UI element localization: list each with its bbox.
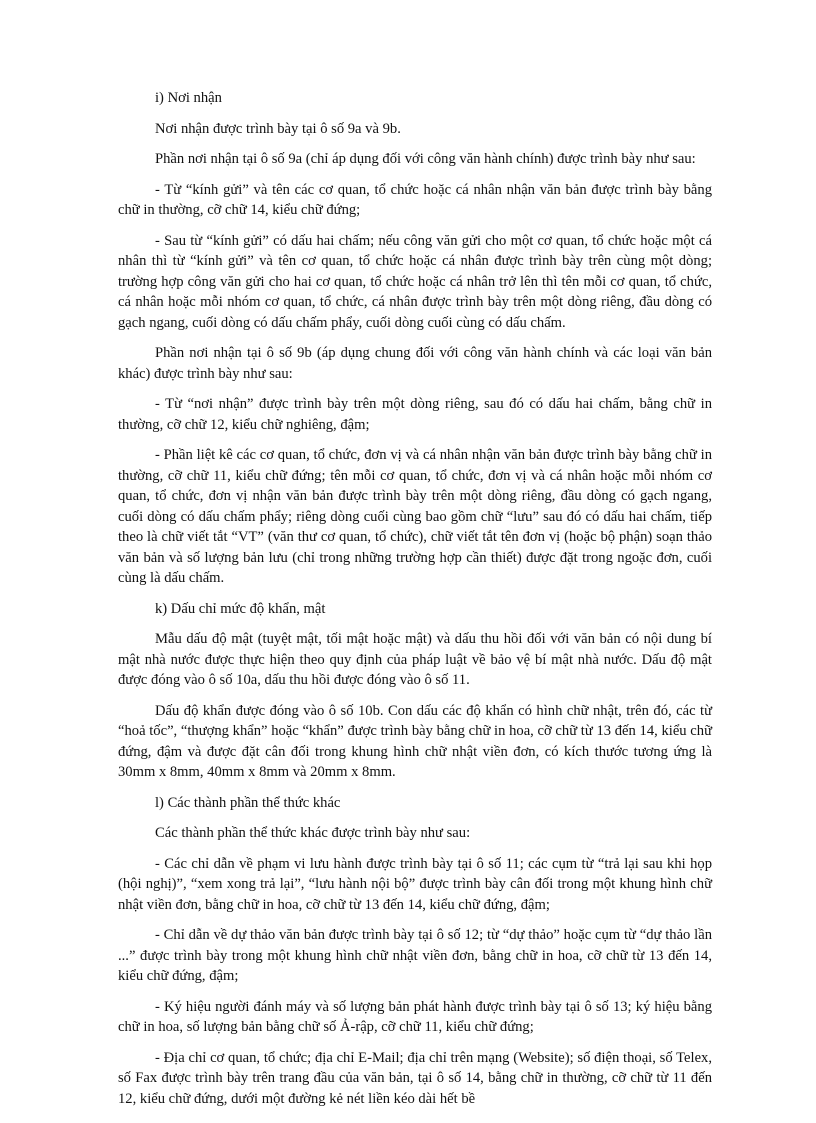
paragraph: - Địa chỉ cơ quan, tổ chức; địa chỉ E-Mail; địa chỉ trên mạng (Website); số điện thoại, số Telex, số Fax được trình bày trên trang đầu của văn bản, tại ô số 14, bằng chữ in thường, cỡ chữ từ 11 đến 12, kiểu chữ đứng, dưới một đường kẻ nét liền kéo dài hết bề — [118, 1049, 712, 1107]
paragraph: - Phần liệt kê các cơ quan, tổ chức, đơn vị và cá nhân nhận văn bản được trình bày bằng chữ in thường, cỡ chữ 11, kiểu chữ đứng; tên mỗi cơ quan, tổ chức, đơn vị và cá nhân hoặc mỗi nhóm cơ quan, tổ chức, đơn vị nhận văn bản được trình bày trên một dòng riêng, đầu dòng có gạch ngang, cuối dòng có dấu chấm phẩy; riêng dòng cuối cùng bao gồm chữ “lưu” sau đó có dấu hai chấm, tiếp theo là chữ viết tắt “VT” (văn thư cơ quan, tổ chức), chữ viết tắt tên đơn vị (hoặc bộ phận) soạn thảo văn bản và số lượng bản lưu (chỉ trong những trường hợp cần thiết) được đặt trong ngoặc đơn, cuối cùng là dấu chấm. — [118, 447, 712, 586]
paragraph: Phần nơi nhận tại ô số 9a (chỉ áp dụng đối với công văn hành chính) được trình bày như sau: — [155, 151, 696, 167]
document-page — [118, 88, 712, 1119]
paragraph: - Ký hiệu người đánh máy và số lượng bản phát hành được trình bày tại ô số 13; ký hiệu bằng chữ in hoa, số lượng bản bằng chữ số Ả-rập, cỡ chữ 11, kiểu chữ đứng; — [118, 998, 712, 1035]
paragraph: - Chỉ dẫn về dự thảo văn bản được trình bày tại ô số 12; từ “dự thảo” hoặc cụm từ “dự thảo lần ...” được trình bày trong một khung hình chữ nhật viền đơn, bằng chữ in hoa, cỡ chữ từ 13 đến 14, kiểu chữ đứng, đậm; — [118, 927, 712, 984]
heading-recipients: i) Nơi nhận — [155, 90, 222, 106]
paragraph: Các thành phần thể thức khác được trình bày như sau: — [155, 825, 471, 841]
paragraph: Phần nơi nhận tại ô số 9b (áp dụng chung đối với công văn hành chính và các loại văn bản khác) được trình bày như sau: — [118, 345, 712, 382]
paragraph: Mẫu dấu độ mật (tuyệt mật, tối mật hoặc mật) và dấu thu hồi đối với văn bản có nội dung bí mật nhà nước được thực hiện theo quy định của pháp luật về bảo vệ bí mật nhà nước. Dấu độ mật được đóng vào ô số 10a, dấu thu hồi được đóng vào ô số 11. — [118, 631, 712, 688]
heading-urgency-secrecy: k) Dấu chỉ mức độ khẩn, mật — [155, 600, 326, 617]
paragraph: Dấu độ khẩn được đóng vào ô số 10b. Con dấu các độ khẩn có hình chữ nhật, trên đó, các từ “hoả tốc”, “thượng khẩn” hoặc “khẩn” được trình bày bằng chữ in hoa, cỡ chữ từ 13 đến 14, kiểu chữ đứng, đậm và được đặt cân đối trong khung hình chữ nhật viền đơn, có kích thước tương ứng là 30mm x 8mm, 40mm x 8mm và 20mm x 8mm. — [118, 702, 712, 780]
paragraph: Nơi nhận được trình bày tại ô số 9a và 9b. — [155, 120, 401, 137]
paragraph: - Các chỉ dẫn về phạm vi lưu hành được trình bày tại ô số 11; các cụm từ “trả lại sau khi họp (hội nghị)”, “xem xong trả lại”, “lưu hành nội bộ” được trình bày cân đối trong một khung hình chữ nhật viền đơn, bằng chữ in hoa, cỡ chữ từ 13 đến 14, kiểu chữ đứng, đậm; — [118, 855, 712, 913]
heading-other-components: l) Các thành phần thể thức khác — [155, 794, 341, 811]
paragraph: - Từ “kính gửi” và tên các cơ quan, tổ chức hoặc cá nhân nhận văn bản được trình bày bằng chữ in thường, cỡ chữ 14, kiểu chữ đứng; — [118, 181, 712, 218]
paragraph: - Sau từ “kính gửi” có dấu hai chấm; nếu công văn gửi cho một cơ quan, tổ chức hoặc một cá nhân thì từ “kính gửi” và tên cơ quan, tổ chức hoặc cá nhân được trình bày trên cùng một dòng; trường hợp công văn gửi cho hai cơ quan, tổ chức hoặc cá nhân trở lên thì tên mỗi cơ quan, tổ chức, cá nhân hoặc mỗi nhóm cơ quan, tổ chức, cá nhân được trình bày trên một dòng riêng, đầu dòng có gạch ngang, cuối dòng có dấu chấm phẩy, cuối dòng cuối cùng có dấu chấm. — [118, 232, 712, 331]
paragraph: - Từ “nơi nhận” được trình bày trên một dòng riêng, sau đó có dấu hai chấm, bằng chữ in thường, cỡ chữ 12, kiểu chữ nghiêng, đậm; — [118, 396, 712, 433]
